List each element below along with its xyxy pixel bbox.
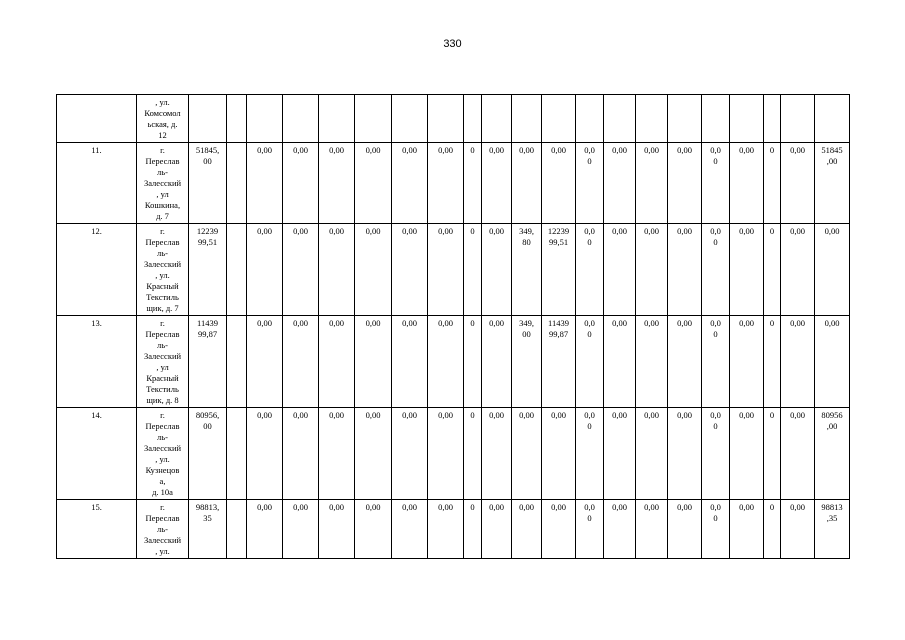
value-cell: 0,00 (428, 143, 464, 224)
table-row (57, 143, 850, 224)
value-cell: 0,00 (781, 316, 815, 408)
value-cell: 0,00 (355, 143, 392, 224)
value-cell: 0,00 (542, 408, 576, 500)
value-cell: 0,0 0 (702, 224, 730, 316)
value-cell: 0,00 (283, 316, 319, 408)
value-cell (668, 95, 702, 143)
row-number-cell (57, 95, 137, 143)
value-cell: 0,00 (247, 500, 283, 559)
value-cell: 0,00 (355, 500, 392, 559)
table-row (57, 316, 850, 408)
value-cell: 0,0 0 (576, 224, 604, 316)
value-cell: 0,00 (668, 224, 702, 316)
value-cell: 0,00 (604, 143, 636, 224)
value-cell: 0,00 (392, 224, 428, 316)
value-cell (227, 143, 247, 224)
address-cell: г. Переслав ль- Залесский , ул Кошкина, д. 7 (137, 143, 189, 224)
value-cell: 0,00 (730, 143, 764, 224)
value-cell: 0,00 (542, 143, 576, 224)
value-cell: 0,00 (604, 500, 636, 559)
value-cell: 0,00 (730, 408, 764, 500)
value-cell (428, 95, 464, 143)
value-cell: 0,00 (428, 500, 464, 559)
value-cell: 0,00 (392, 500, 428, 559)
value-cell: 0,0 0 (576, 316, 604, 408)
value-cell (227, 408, 247, 500)
value-cell: 349, 00 (512, 316, 542, 408)
value-cell: 0,0 0 (576, 500, 604, 559)
value-cell: 0,00 (482, 500, 512, 559)
value-cell: 11439 99,87 (542, 316, 576, 408)
page-number: 330 (443, 38, 462, 50)
value-cell: 80956 ,00 (815, 408, 850, 500)
value-cell: 0,00 (781, 143, 815, 224)
value-cell: 51845, 00 (189, 143, 227, 224)
value-cell: 0,0 0 (702, 143, 730, 224)
value-cell: 0 (764, 408, 781, 500)
value-cell: 0,00 (730, 316, 764, 408)
value-cell: 80956, 00 (189, 408, 227, 500)
value-cell: 0,00 (283, 143, 319, 224)
value-cell: 0,00 (781, 500, 815, 559)
value-cell: 0,00 (730, 224, 764, 316)
budget-table (56, 94, 850, 559)
value-cell (392, 95, 428, 143)
value-cell: 0,00 (428, 316, 464, 408)
value-cell: 12239 99,51 (189, 224, 227, 316)
row-number-cell: 12. (57, 224, 137, 316)
value-cell (764, 95, 781, 143)
value-cell (730, 95, 764, 143)
value-cell (189, 95, 227, 143)
value-cell: 0,00 (392, 143, 428, 224)
value-cell: 0,0 0 (576, 143, 604, 224)
value-cell: 0,00 (668, 143, 702, 224)
value-cell (227, 224, 247, 316)
value-cell (702, 95, 730, 143)
value-cell: 0,00 (781, 408, 815, 500)
value-cell: 0,00 (542, 500, 576, 559)
value-cell: 0,00 (247, 224, 283, 316)
value-cell: 0 (464, 143, 482, 224)
address-cell: г. Переслав ль- Залесский , ул. Красный Текстиль щик, д. 7 (137, 224, 189, 316)
value-cell: 0,00 (482, 224, 512, 316)
value-cell: 0,00 (392, 408, 428, 500)
value-cell: 98813 ,35 (815, 500, 850, 559)
value-cell (576, 95, 604, 143)
value-cell: 0,00 (482, 143, 512, 224)
value-cell: 0,00 (283, 224, 319, 316)
value-cell (815, 95, 850, 143)
value-cell: 0 (764, 500, 781, 559)
value-cell: 0,00 (815, 316, 850, 408)
value-cell (227, 316, 247, 408)
value-cell: 0,00 (247, 408, 283, 500)
value-cell: 0,00 (319, 500, 355, 559)
value-cell: 0,0 0 (702, 316, 730, 408)
value-cell: 0,00 (636, 316, 668, 408)
value-cell: 0,0 0 (576, 408, 604, 500)
value-cell: 0 (464, 316, 482, 408)
value-cell (542, 95, 576, 143)
value-cell (227, 500, 247, 559)
row-number-cell: 15. (57, 500, 137, 559)
value-cell: 0,00 (247, 316, 283, 408)
value-cell (247, 95, 283, 143)
address-cell: г. Переслав ль- Залесский , ул. (137, 500, 189, 559)
address-cell: г. Переслав ль- Залесский , ул. Кузнецов а, д. 10а (137, 408, 189, 500)
value-cell: 0,00 (668, 408, 702, 500)
row-number-cell: 13. (57, 316, 137, 408)
address-cell: г. Переслав ль- Залесский , ул Красный Текстиль щик, д. 8 (137, 316, 189, 408)
value-cell: 0,00 (781, 224, 815, 316)
value-cell: 0,00 (355, 316, 392, 408)
value-cell: 0,00 (636, 500, 668, 559)
value-cell (283, 95, 319, 143)
value-cell: 0,00 (636, 143, 668, 224)
value-cell: 349, 80 (512, 224, 542, 316)
value-cell: 12239 99,51 (542, 224, 576, 316)
row-number-cell: 14. (57, 408, 137, 500)
value-cell: 0,00 (636, 408, 668, 500)
table-row (57, 224, 850, 316)
address-cell: , ул. Комсомол ьская, д. 12 (137, 95, 189, 143)
value-cell: 0,00 (428, 224, 464, 316)
value-cell: 0,00 (482, 316, 512, 408)
value-cell: 0,00 (512, 143, 542, 224)
value-cell: 0,0 0 (702, 500, 730, 559)
value-cell: 0 (464, 500, 482, 559)
value-cell: 0,00 (482, 408, 512, 500)
value-cell: 0,00 (319, 316, 355, 408)
value-cell: 0,00 (283, 500, 319, 559)
value-cell: 0,0 0 (702, 408, 730, 500)
value-cell: 0,00 (283, 408, 319, 500)
value-cell: 0,00 (730, 500, 764, 559)
value-cell: 11439 99,87 (189, 316, 227, 408)
value-cell: 0,00 (392, 316, 428, 408)
value-cell (482, 95, 512, 143)
value-cell: 0 (764, 143, 781, 224)
value-cell (319, 95, 355, 143)
value-cell: 0,00 (636, 224, 668, 316)
table-row (57, 500, 850, 559)
value-cell: 0,00 (604, 224, 636, 316)
value-cell: 0,00 (247, 143, 283, 224)
value-cell (781, 95, 815, 143)
value-cell: 0,00 (604, 408, 636, 500)
value-cell: 0,00 (428, 408, 464, 500)
value-cell: 0,00 (512, 500, 542, 559)
value-cell: 51845 ,00 (815, 143, 850, 224)
value-cell: 0,00 (319, 224, 355, 316)
value-cell: 0 (764, 316, 781, 408)
row-number-cell: 11. (57, 143, 137, 224)
value-cell: 0 (764, 224, 781, 316)
value-cell: 0 (464, 408, 482, 500)
value-cell: 0,00 (319, 408, 355, 500)
value-cell (636, 95, 668, 143)
value-cell: 0,00 (668, 500, 702, 559)
value-cell (512, 95, 542, 143)
value-cell: 0,00 (355, 224, 392, 316)
value-cell (227, 95, 247, 143)
table-row (57, 95, 850, 143)
table-row (57, 408, 850, 500)
value-cell: 98813, 35 (189, 500, 227, 559)
value-cell: 0,00 (604, 316, 636, 408)
value-cell: 0,00 (815, 224, 850, 316)
value-cell (604, 95, 636, 143)
value-cell: 0 (464, 224, 482, 316)
value-cell (464, 95, 482, 143)
value-cell (355, 95, 392, 143)
value-cell: 0,00 (668, 316, 702, 408)
value-cell: 0,00 (355, 408, 392, 500)
value-cell: 0,00 (512, 408, 542, 500)
value-cell: 0,00 (319, 143, 355, 224)
